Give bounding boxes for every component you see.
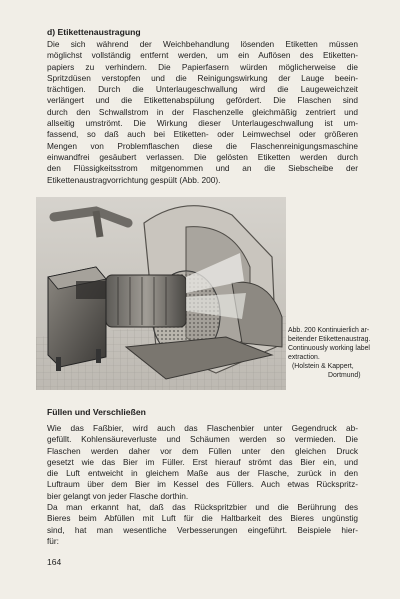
text-line: Da man erkannt hat, daß das Rückspritzbier und die Berührung des bbox=[47, 502, 358, 513]
text-line: Mengen von Problemflaschen diese die Flaschenreinigungsmaschine bbox=[47, 140, 358, 151]
caption-line: Abb. 200 Kontinuierlich ar- bbox=[288, 327, 370, 334]
text-line: Spritzdüsen verstopfen und die Reinigungswirkung der Lauge beein- bbox=[47, 72, 358, 83]
text-line: die Luft entweicht in gleichem Maße aus der Flasche, zurück in den bbox=[47, 468, 358, 479]
page-number: 164 bbox=[47, 557, 62, 567]
text-line: gefüllt. Kohlensäureverluste und Schäumen werden so vermieden. Die bbox=[47, 434, 358, 445]
text-line: möglichst vollständig entfernt werden, um ein Auflösen des Etiketten- bbox=[47, 50, 358, 61]
text-line: Wie das Faßbier, wird auch das Flaschenbier unter Gegendruck ab- bbox=[47, 423, 358, 433]
caption-line: extraction. bbox=[288, 354, 320, 361]
text-line: durch den Schwallstrom in der Flaschenzelle gleichmäßig zentriert und bbox=[47, 106, 358, 117]
caption-line: Continuously working label bbox=[288, 345, 370, 352]
text-line: für: bbox=[47, 535, 59, 546]
caption-source-line: Dortmund) bbox=[328, 372, 361, 379]
paragraph-label-extraction bbox=[47, 39, 358, 186]
text-line: Luftraum über dem Bier im Kessel des Füllers. Auch etwas Rückspritz- bbox=[47, 479, 358, 490]
text-line: Etikettenaustragvorrichtung gespült (Abb. 200). bbox=[47, 174, 221, 185]
text-line: allseitig umströmt. Die Wirkung dieser Unterlaugeschwallung ist um- bbox=[47, 118, 358, 129]
paragraph-filling bbox=[47, 423, 358, 547]
text-line: Die sich während der Weichbehandlung lösenden Etiketten müssen bbox=[47, 39, 358, 49]
text-line: den Flüssigkeitsstrom mitgenommen und an die Siebscheibe der bbox=[47, 163, 358, 174]
figure-caption bbox=[288, 326, 392, 380]
caption-source-line: (Holstein & Kappert, bbox=[292, 363, 354, 370]
machine-illustration bbox=[36, 197, 286, 390]
text-line: bier gelangt von jeder Flasche dorthin. bbox=[47, 490, 189, 501]
text-line: papiers zu verhindern. Die Papierfasern würden möglicherweise die bbox=[47, 61, 358, 72]
text-line: einwandfrei gesäubert verlassen. Die gelösten Etiketten werden durch bbox=[47, 151, 358, 162]
text-line: sind, hat man wesentliche Verbesserungen eingeführt. Beispiele hier- bbox=[47, 524, 358, 535]
text-line: fassend, so daß auch bei Etiketten- oder Leimwechsel oder größeren bbox=[47, 129, 358, 140]
section-heading-filling: Füllen und Verschließen bbox=[47, 407, 146, 417]
label-extraction-machine-drawing bbox=[36, 197, 286, 390]
caption-line: beitender Etikettenaustrag. bbox=[288, 336, 371, 343]
section-heading-label-extraction: d) Etikettenaustragung bbox=[47, 27, 141, 37]
text-line: Flaschen werden daher vor dem Füllen unter den gleichen Druck bbox=[47, 445, 358, 456]
text-line: verlängert und die Etikettenabspülung gefördert. Die Flaschen sind bbox=[47, 95, 358, 106]
text-line: gesetzt wie das Bier im Füller. Erst hierauf strömt das Bier ein, und bbox=[47, 456, 358, 467]
text-line: Bieres beim Abfüllen mit Luft für die Haltbarkeit des Bieres ungünstig bbox=[47, 513, 358, 524]
text-line: trächtigen. Durch die Unterlaugeschwallung wird die Laugeweichzeit bbox=[47, 84, 358, 95]
